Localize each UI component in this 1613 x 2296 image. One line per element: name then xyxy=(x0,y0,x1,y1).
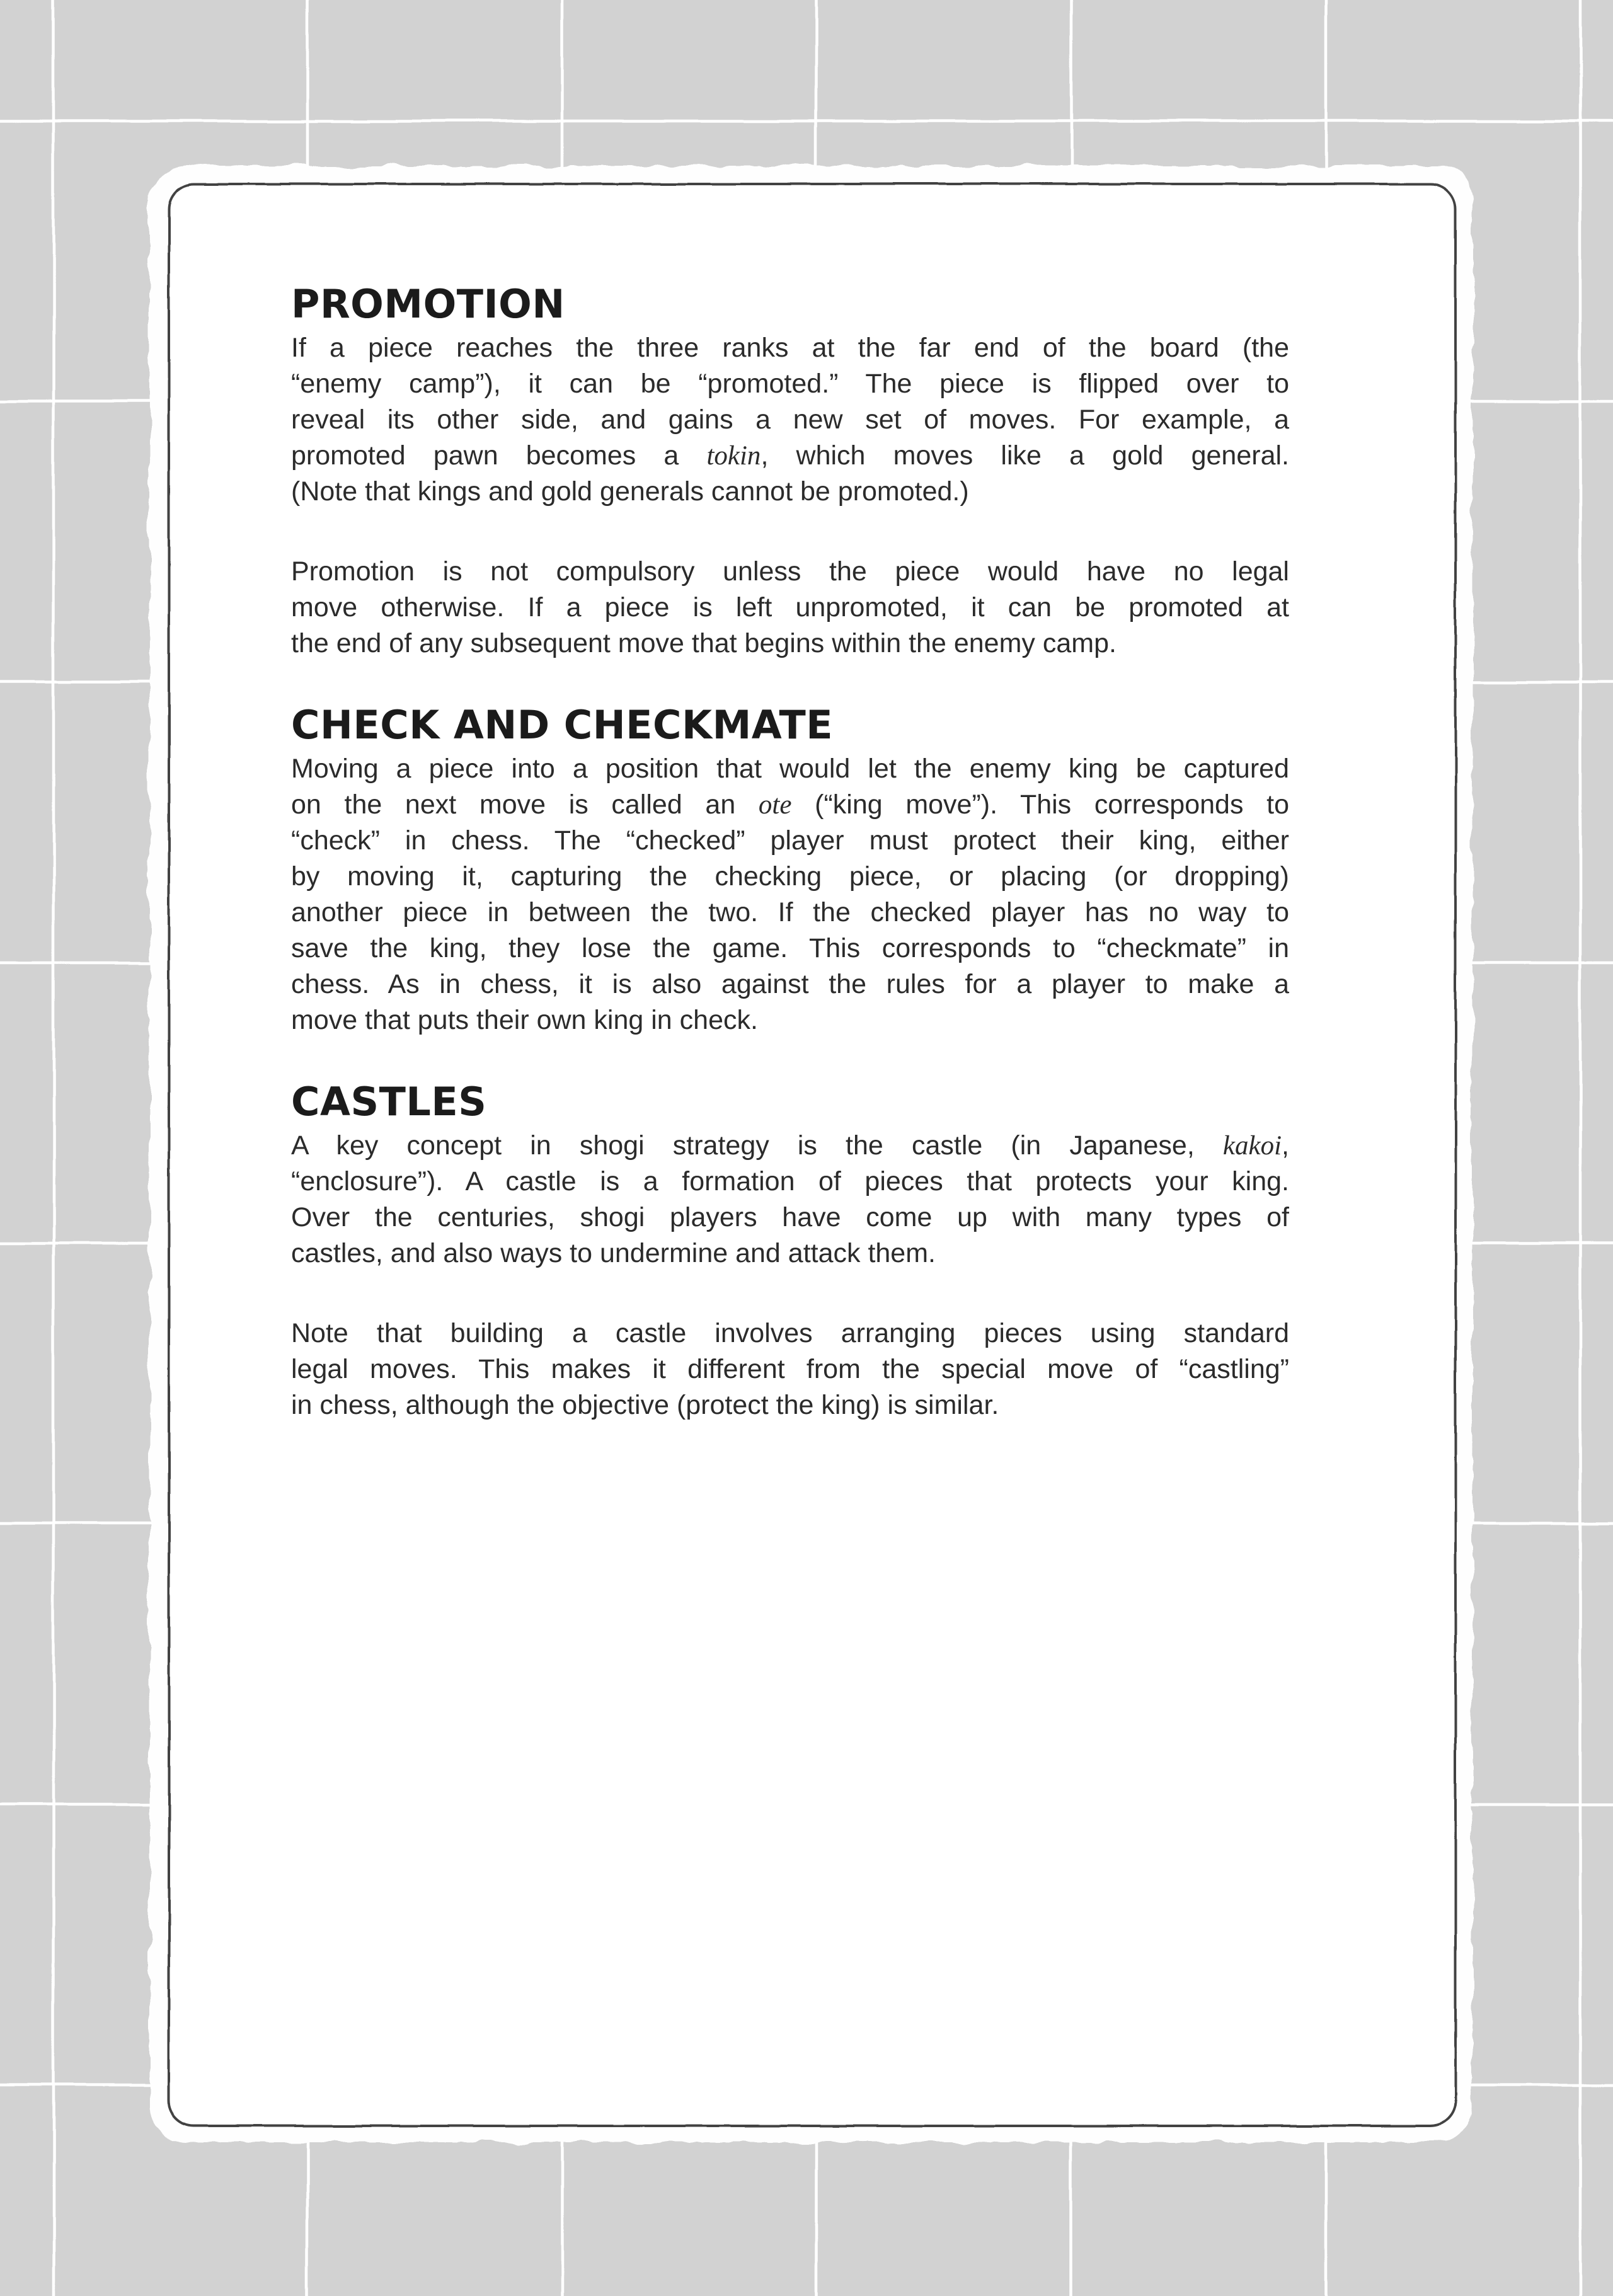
text-segment: on the next move is called an xyxy=(291,789,759,820)
text-segment: the end of any subsequent move that begins within the enemy camp. xyxy=(291,628,1116,658)
paragraph xyxy=(291,1316,1289,1423)
italic-term: kakoi xyxy=(1222,1131,1282,1161)
section xyxy=(291,281,1289,662)
text-segment: reveal its other side, and gains a new set of moves. For example, a xyxy=(291,405,1289,435)
section-heading: CHECK AND CHECKMATE xyxy=(291,702,834,748)
italic-term: tokin xyxy=(706,441,761,471)
text-line xyxy=(291,1236,1289,1271)
text-line xyxy=(291,823,1289,859)
text-segment: “enclosure”). A castle is a formation of pieces that protects your king. xyxy=(291,1166,1289,1197)
text-line xyxy=(291,751,1289,787)
text-line xyxy=(291,967,1289,1002)
text-line xyxy=(291,787,1289,823)
section xyxy=(291,1079,1289,1423)
text-line xyxy=(291,626,1289,662)
text-line xyxy=(291,590,1289,626)
paragraph xyxy=(291,330,1289,510)
text-line xyxy=(291,1002,1289,1038)
text-line xyxy=(291,402,1289,438)
text-segment: “enemy camp”), it can be “promoted.” The piece is flipped over to xyxy=(291,369,1289,399)
text-segment: legal moves. This makes it different from the special move of “castling” xyxy=(291,1354,1289,1384)
text-segment: Note that building a castle involves arranging pieces using standard xyxy=(291,1318,1289,1348)
paragraph xyxy=(291,751,1289,1038)
text-segment: castles, and also ways to undermine and attack them. xyxy=(291,1238,936,1268)
text-line xyxy=(291,859,1289,895)
text-segment: , xyxy=(1282,1130,1289,1161)
text-line xyxy=(291,1200,1289,1236)
text-segment: move that puts their own king in check. xyxy=(291,1005,758,1035)
text-line xyxy=(291,366,1289,402)
text-segment: Moving a piece into a position that would let the enemy king be captured xyxy=(291,754,1289,784)
text-segment: another piece in between the two. If the checked player has no way to xyxy=(291,897,1289,927)
text-segment: (Note that kings and gold generals cannot be promoted.) xyxy=(291,476,969,507)
section xyxy=(291,702,1289,1038)
text-segment: chess. As in chess, it is also against the rules for a player to make a xyxy=(291,969,1289,999)
text-line xyxy=(291,474,1289,510)
text-segment: move otherwise. If a piece is left unpromoted, it can be promoted at xyxy=(291,592,1289,623)
text-segment: save the king, they lose the game. This corresponds to “checkmate” in xyxy=(291,933,1289,963)
text-segment: “check” in chess. The “checked” player must protect their king, either xyxy=(291,825,1289,856)
text-segment: Over the centuries, shogi players have come up with many types of xyxy=(291,1202,1289,1232)
paragraph xyxy=(291,1128,1289,1271)
section-heading: PROMOTION xyxy=(291,281,565,327)
text-segment: (“king move”). This corresponds to xyxy=(791,789,1289,820)
text-segment: If a piece reaches the three ranks at the far end of the board (the xyxy=(291,333,1289,363)
text-line xyxy=(291,554,1289,590)
text-segment: by moving it, capturing the checking piece, or placing (or dropping) xyxy=(291,861,1289,892)
page-content xyxy=(291,281,1289,1467)
italic-term: ote xyxy=(758,790,792,820)
text-line xyxy=(291,1164,1289,1200)
text-segment: Promotion is not compulsory unless the piece would have no legal xyxy=(291,556,1289,587)
paragraph xyxy=(291,554,1289,662)
section-heading: CASTLES xyxy=(291,1079,487,1125)
text-line xyxy=(291,438,1289,474)
text-segment: in chess, although the objective (protect the king) is similar. xyxy=(291,1390,999,1420)
text-segment: , which moves like a gold general. xyxy=(761,440,1289,471)
text-line xyxy=(291,931,1289,967)
text-segment: promoted pawn becomes a xyxy=(291,440,707,471)
text-line xyxy=(291,1316,1289,1352)
text-line xyxy=(291,1128,1289,1164)
text-line xyxy=(291,1387,1289,1423)
text-line xyxy=(291,895,1289,931)
text-line xyxy=(291,330,1289,366)
text-line xyxy=(291,1352,1289,1387)
text-segment: A key concept in shogi strategy is the castle (in Japanese, xyxy=(291,1130,1223,1161)
